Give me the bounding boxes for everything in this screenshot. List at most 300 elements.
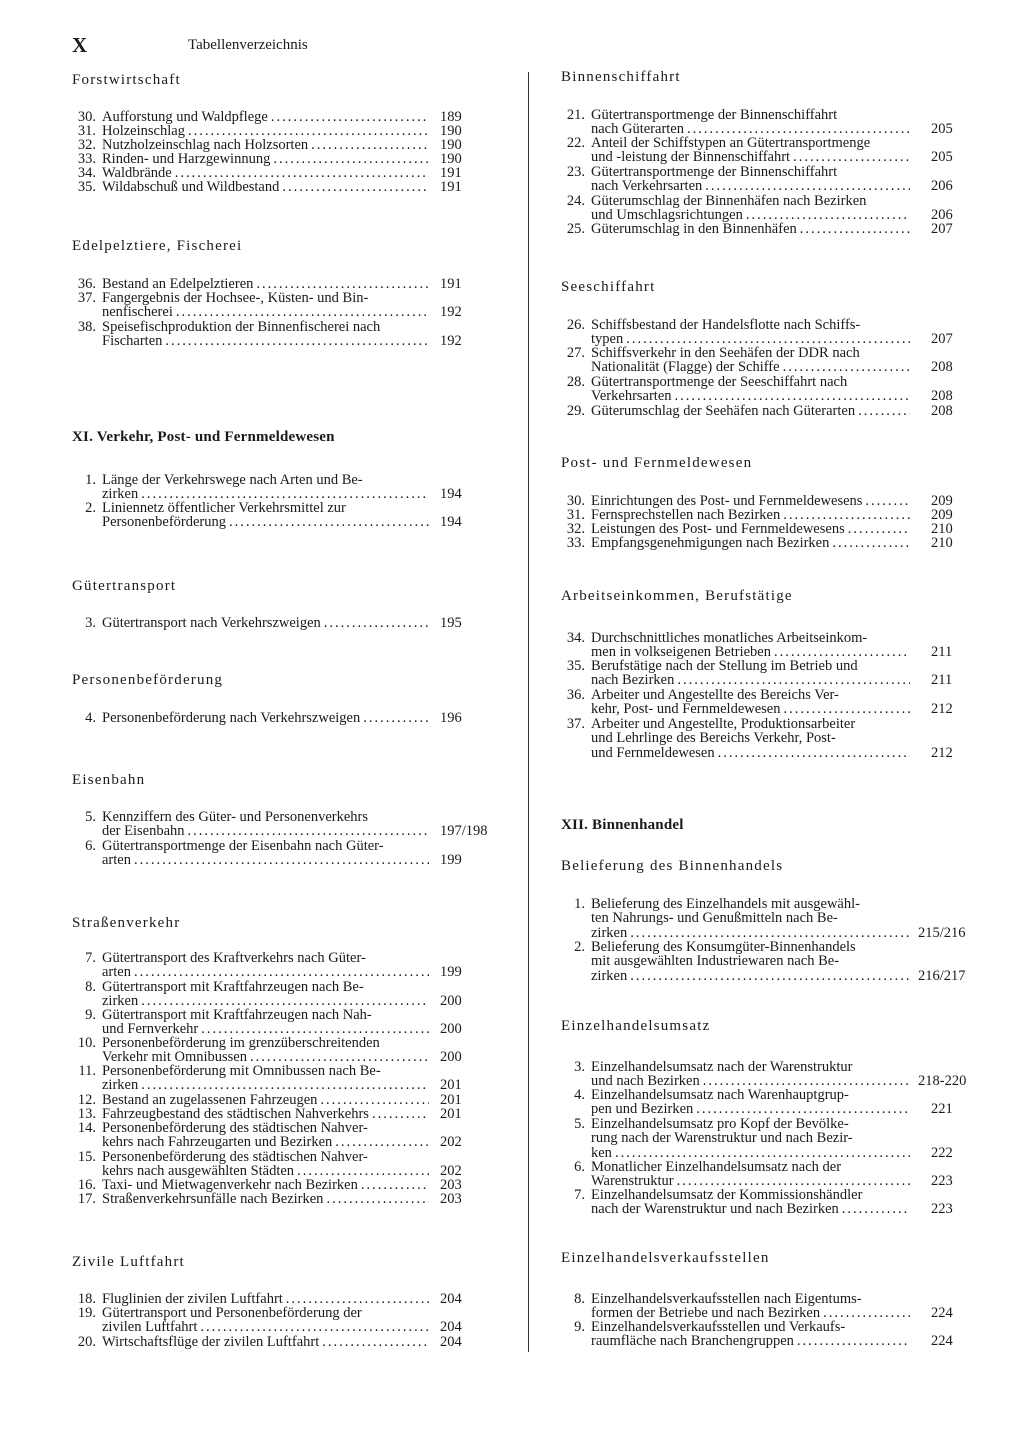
toc-entry[interactable] bbox=[561, 346, 991, 375]
page-number: 190 bbox=[440, 151, 462, 167]
entry-number: 13. bbox=[77, 1106, 96, 1122]
entry-title-line: und Fernmeldewesen bbox=[591, 745, 715, 761]
section-heading: Straßenverkehr bbox=[72, 915, 181, 931]
dot-leader bbox=[746, 208, 910, 222]
dot-leader bbox=[783, 360, 910, 374]
entry-number: 4. bbox=[574, 1087, 585, 1103]
toc-entry[interactable] bbox=[561, 1060, 991, 1089]
entry-title-line: zirken bbox=[102, 994, 139, 1009]
page-number: 192 bbox=[440, 333, 462, 350]
entry-title-line: Kennziffern des Güter- und Personenverkehrs bbox=[102, 810, 368, 825]
entry-title-line: Monatlicher Einzelhandelsumsatz nach der bbox=[591, 1160, 842, 1175]
page-number: 210 bbox=[931, 521, 953, 537]
dot-leader bbox=[783, 508, 910, 522]
entry-number: 6. bbox=[85, 838, 96, 854]
toc-entry[interactable] bbox=[72, 1121, 502, 1150]
entry-title-line: nach Güterarten bbox=[591, 122, 684, 137]
dot-leader bbox=[141, 994, 429, 1008]
entry-number: 33. bbox=[77, 151, 96, 167]
section-heading: Gütertransport bbox=[72, 578, 177, 594]
dot-leader bbox=[687, 122, 910, 136]
toc-entry[interactable] bbox=[72, 1192, 502, 1206]
entry-number: 5. bbox=[574, 1116, 585, 1132]
entry-title-line: Holzeinschlag bbox=[102, 124, 185, 139]
entry-title-line: Fluglinien der zivilen Luftfahrt bbox=[102, 1292, 283, 1307]
section-heading: Eisenbahn bbox=[72, 772, 146, 788]
entry-title-line: Arbeiter und Angestellte, Produktionsarbeiter bbox=[591, 717, 856, 732]
toc-entry[interactable] bbox=[561, 1188, 991, 1217]
page-number: 194 bbox=[440, 486, 462, 503]
entry-title-line: der Eisenbahn bbox=[102, 824, 185, 839]
entry-title-line: zirken bbox=[102, 487, 139, 502]
dot-leader bbox=[842, 1202, 910, 1216]
chapter-roman-numeral: X bbox=[72, 33, 88, 57]
entry-number: 28. bbox=[566, 374, 585, 390]
section-heading: Personenbeförderung bbox=[72, 672, 224, 688]
entry-number: 35. bbox=[566, 658, 585, 674]
entry-title-line: Arbeiter und Angestellte des Bereichs Ver- bbox=[591, 688, 839, 703]
entry-title-line: Nationalität (Flagge) der Schiffe bbox=[591, 360, 780, 375]
dot-leader bbox=[201, 1022, 429, 1036]
toc-entry[interactable] bbox=[561, 1160, 991, 1189]
page-number: 192 bbox=[440, 304, 462, 321]
toc-entry[interactable] bbox=[72, 980, 502, 1009]
page-number: 216/217 bbox=[918, 967, 966, 984]
entry-title-line: Fischarten bbox=[102, 334, 163, 349]
page-number: 205 bbox=[931, 149, 953, 166]
page-number: 212 bbox=[931, 701, 953, 718]
section-heading: Forstwirtschaft bbox=[72, 72, 181, 88]
entry-title-line: Güterumschlag der Seehäfen nach Güterarten bbox=[591, 404, 856, 419]
dot-leader bbox=[677, 673, 910, 687]
entry-number: 18. bbox=[77, 1291, 96, 1307]
entry-title-line: Personenbeförderung im grenzüberschreitenden bbox=[102, 1036, 380, 1051]
section-heading: Arbeitseinkommen, Berufstätige bbox=[561, 588, 793, 604]
dot-leader bbox=[696, 1102, 910, 1116]
section-heading: Einzelhandelsverkaufsstellen bbox=[561, 1250, 770, 1266]
running-title: Tabellenverzeichnis bbox=[188, 37, 308, 53]
page-number: 212 bbox=[931, 744, 953, 761]
entry-number: 38. bbox=[77, 319, 96, 335]
dot-leader bbox=[832, 536, 910, 550]
toc-entry[interactable] bbox=[72, 1036, 502, 1065]
entry-title-line: Anteil der Schiffstypen an Gütertransportmenge bbox=[591, 136, 871, 151]
dot-leader bbox=[718, 746, 910, 760]
entry-title-line: kehrs nach ausgewählten Städten bbox=[102, 1164, 295, 1179]
dot-leader bbox=[793, 150, 910, 164]
dot-leader bbox=[784, 702, 911, 716]
entry-title-line: Gütertransportmenge der Binnenschiffahrt bbox=[591, 108, 838, 123]
dot-leader bbox=[865, 494, 910, 508]
page-number: 191 bbox=[440, 276, 462, 292]
toc-entry[interactable] bbox=[561, 1088, 991, 1117]
entry-title-line: Gütertransportmenge der Eisenbahn nach Güter- bbox=[102, 839, 384, 854]
toc-entry[interactable] bbox=[561, 165, 991, 194]
entry-title-line: Gütertransport mit Kraftfahrzeugen nach Be- bbox=[102, 980, 364, 995]
entry-number: 14. bbox=[77, 1120, 96, 1136]
toc-entry[interactable] bbox=[561, 536, 991, 550]
dot-leader bbox=[256, 277, 429, 291]
toc-entry[interactable] bbox=[561, 659, 991, 688]
entry-number: 19. bbox=[77, 1305, 96, 1321]
dot-leader bbox=[271, 110, 429, 124]
entry-title-line: formen der Betriebe und nach Bezirken bbox=[591, 1306, 821, 1321]
page-number: 222 bbox=[931, 1144, 953, 1161]
entry-number: 5. bbox=[85, 809, 96, 825]
dot-leader bbox=[326, 1192, 429, 1206]
entry-title-line: und -leistung der Binnenschiffahrt bbox=[591, 150, 791, 165]
entry-title-line: Bestand an Edelpelztieren bbox=[102, 277, 254, 292]
page-number: 206 bbox=[931, 178, 953, 195]
toc-entry[interactable] bbox=[561, 1292, 991, 1321]
dot-leader bbox=[335, 1135, 429, 1149]
entry-title-line: kehr, Post- und Fernmeldewesen bbox=[591, 702, 781, 717]
page-number: 208 bbox=[931, 388, 953, 405]
dot-leader bbox=[677, 1174, 910, 1188]
chapter-heading: XI. Verkehr, Post- und Fernmeldewesen bbox=[72, 429, 335, 445]
page-number: 203 bbox=[440, 1191, 462, 1207]
dot-leader bbox=[188, 824, 429, 838]
entry-title-line: Gütertransport und Personenbeförderung der bbox=[102, 1306, 362, 1321]
dot-leader bbox=[630, 969, 910, 983]
entry-title-line: Fahrzeugbestand des städtischen Nahverkehrs bbox=[102, 1107, 369, 1122]
entry-title-line: nenfischerei bbox=[102, 305, 173, 320]
toc-entry[interactable] bbox=[561, 717, 991, 760]
section-heading: Belieferung des Binnenhandels bbox=[561, 858, 784, 874]
dot-leader bbox=[188, 124, 429, 138]
entry-title-line: Gütertransport nach Verkehrszweigen bbox=[102, 616, 321, 631]
entry-number: 30. bbox=[566, 493, 585, 509]
entry-number: 32. bbox=[77, 137, 96, 153]
toc-entry[interactable] bbox=[561, 494, 991, 508]
entry-title-line: Verkehr mit Omnibussen bbox=[102, 1050, 247, 1065]
entry-title-line: Einzelhandelsumsatz nach der Warenstruktur bbox=[591, 1060, 853, 1075]
entry-number: 36. bbox=[77, 276, 96, 292]
toc-entry[interactable] bbox=[72, 1335, 502, 1349]
entry-title-line: Warenstruktur bbox=[591, 1174, 674, 1189]
toc-entry[interactable] bbox=[72, 138, 502, 152]
toc-entry[interactable] bbox=[561, 1117, 991, 1160]
section-heading: Post- und Fernmeldewesen bbox=[561, 455, 753, 471]
page-number: 201 bbox=[440, 1106, 462, 1122]
entry-title-line: Personenbeförderung bbox=[102, 515, 227, 530]
entry-number: 10. bbox=[77, 1035, 96, 1051]
dot-leader bbox=[165, 334, 429, 348]
toc-entry[interactable] bbox=[561, 940, 991, 983]
entry-title-line: Einzelhandelsverkaufsstellen und Verkaufs- bbox=[591, 1320, 846, 1335]
toc-entry[interactable] bbox=[561, 688, 991, 717]
entry-number: 1. bbox=[85, 472, 96, 488]
entry-title-line: ken bbox=[591, 1145, 612, 1161]
dot-leader bbox=[250, 1050, 429, 1064]
entry-title-line: Einzelhandelsumsatz der Kommissionshändler bbox=[591, 1188, 863, 1203]
dot-leader bbox=[175, 166, 429, 180]
entry-title-line: Personenbeförderung mit Omnibussen nach Be- bbox=[102, 1064, 381, 1079]
page-number: 195 bbox=[440, 615, 462, 631]
page-number: 209 bbox=[931, 507, 953, 523]
entry-title-line: Wirtschaftsflüge der zivilen Luftfahrt bbox=[102, 1335, 320, 1350]
section-heading: Seeschiffahrt bbox=[561, 279, 656, 295]
entry-number: 36. bbox=[566, 687, 585, 703]
page-number: 207 bbox=[931, 221, 953, 237]
entry-title-line: Gütertransport mit Kraftfahrzeugen nach Nah- bbox=[102, 1008, 372, 1023]
entry-number: 3. bbox=[574, 1059, 585, 1075]
entry-title-line: arten bbox=[102, 853, 131, 868]
entry-title-line: Personenbeförderung des städtischen Nahver- bbox=[102, 1150, 368, 1165]
entry-number: 24. bbox=[566, 193, 585, 209]
toc-entry[interactable] bbox=[561, 222, 991, 236]
entry-title-line: und nach Bezirken bbox=[591, 1074, 700, 1089]
section-heading: Zivile Luftfahrt bbox=[72, 1254, 185, 1270]
entry-title-line: ten Nahrungs- und Genußmitteln nach Be- bbox=[591, 911, 838, 926]
toc-entry[interactable] bbox=[72, 1178, 502, 1192]
entry-title-line: Schiffsbestand der Handelsflotte nach Schiffs- bbox=[591, 318, 861, 333]
dot-leader bbox=[363, 711, 429, 725]
entry-number: 37. bbox=[77, 290, 96, 306]
dot-leader bbox=[858, 404, 910, 418]
entry-number: 30. bbox=[77, 109, 96, 125]
page-number: 208 bbox=[931, 359, 953, 376]
toc-entry[interactable] bbox=[561, 508, 991, 522]
toc-entry[interactable] bbox=[561, 318, 991, 347]
page-number: 223 bbox=[931, 1173, 953, 1190]
page-number: 189 bbox=[440, 109, 462, 125]
toc-entry[interactable] bbox=[72, 1292, 502, 1306]
column-divider bbox=[528, 72, 529, 1352]
entry-number: 22. bbox=[566, 135, 585, 151]
entry-number: 31. bbox=[566, 507, 585, 523]
page-number: 199 bbox=[440, 852, 462, 869]
dot-leader bbox=[229, 515, 429, 529]
entry-title-line: nach Verkehrsarten bbox=[591, 179, 703, 194]
page-number: 211 bbox=[931, 644, 953, 661]
entry-number: 3. bbox=[85, 615, 96, 631]
entry-title-line: Rinden- und Harzgewinnung bbox=[102, 152, 271, 167]
entry-title-line: zirken bbox=[102, 1078, 139, 1093]
entry-number: 16. bbox=[77, 1177, 96, 1193]
section-heading: Einzelhandelsumsatz bbox=[561, 1018, 711, 1034]
entry-title-line: typen bbox=[591, 332, 624, 347]
entry-title-line: Personenbeförderung nach Verkehrszweigen bbox=[102, 711, 361, 726]
entry-number: 2. bbox=[85, 500, 96, 516]
entry-number: 23. bbox=[566, 164, 585, 180]
toc-entry[interactable] bbox=[72, 124, 502, 138]
entry-number: 31. bbox=[77, 123, 96, 139]
page-number: 196 bbox=[440, 710, 462, 726]
toc-entry[interactable] bbox=[561, 108, 991, 137]
dot-leader bbox=[200, 1320, 429, 1334]
toc-entry[interactable] bbox=[561, 1320, 991, 1349]
page-number: 224 bbox=[931, 1305, 953, 1322]
toc-entry[interactable] bbox=[72, 110, 502, 124]
page-number: 211 bbox=[931, 672, 953, 689]
page-number: 206 bbox=[931, 207, 953, 224]
entry-title-line: Empfangsgenehmigungen nach Bezirken bbox=[591, 536, 830, 551]
toc-entry[interactable] bbox=[72, 810, 502, 839]
entry-number: 1. bbox=[574, 896, 585, 912]
page-number: 201 bbox=[440, 1092, 462, 1108]
entry-number: 26. bbox=[566, 317, 585, 333]
entry-title-line: und Umschlagsrichtungen bbox=[591, 208, 743, 223]
entry-title-line: men in volkseigenen Betrieben bbox=[591, 645, 771, 660]
toc-entry[interactable] bbox=[561, 631, 991, 660]
dot-leader bbox=[630, 926, 910, 940]
entry-title-line: mit ausgewählten Industriewaren nach Be- bbox=[591, 954, 840, 969]
section-heading: Binnenschiffahrt bbox=[561, 69, 681, 85]
entry-number: 25. bbox=[566, 221, 585, 237]
entry-title-line: Belieferung des Konsumgüter-Binnenhandels bbox=[591, 940, 856, 955]
entry-title-line: Güterumschlag in den Binnenhäfen bbox=[591, 222, 797, 237]
entry-title-line: Schiffsverkehr in den Seehäfen der DDR nach bbox=[591, 346, 860, 361]
entry-title-line: Fangergebnis der Hochsee-, Küsten- und Bin- bbox=[102, 291, 369, 306]
entry-title-line: zivilen Luftfahrt bbox=[102, 1320, 198, 1335]
dot-leader bbox=[615, 1146, 910, 1160]
dot-leader bbox=[134, 965, 429, 979]
page-number: 197/198 bbox=[440, 823, 488, 840]
toc-entry[interactable] bbox=[561, 136, 991, 165]
page-number: 201 bbox=[440, 1077, 462, 1094]
page-number: 210 bbox=[931, 535, 953, 551]
toc-entry[interactable] bbox=[561, 375, 991, 404]
dot-leader bbox=[823, 1306, 910, 1320]
entry-number: 11. bbox=[78, 1063, 96, 1079]
entry-title-line: raumfläche nach Branchengruppen bbox=[591, 1334, 794, 1349]
entry-title-line: Personenbeförderung des städtischen Nahver- bbox=[102, 1121, 368, 1136]
entry-number: 4. bbox=[85, 710, 96, 726]
dot-leader bbox=[703, 1074, 910, 1088]
toc-entry[interactable] bbox=[561, 194, 991, 223]
page-number: 215/216 bbox=[918, 924, 966, 941]
entry-title-line: Straßenverkehrsunfälle nach Bezirken bbox=[102, 1192, 324, 1207]
page-number: 208 bbox=[931, 403, 953, 419]
entry-number: 32. bbox=[566, 521, 585, 537]
page-number: 204 bbox=[440, 1334, 462, 1350]
entry-number: 34. bbox=[566, 630, 585, 646]
page-number: 190 bbox=[440, 137, 462, 153]
dot-leader bbox=[141, 487, 429, 501]
entry-number: 33. bbox=[566, 535, 585, 551]
toc-entry[interactable] bbox=[72, 711, 502, 725]
dot-leader bbox=[372, 1107, 429, 1121]
toc-entry[interactable] bbox=[72, 501, 502, 530]
dot-leader bbox=[286, 1292, 429, 1306]
dot-leader bbox=[848, 522, 910, 536]
entry-title-line: Gütertransportmenge der Seeschiffahrt nach bbox=[591, 375, 848, 390]
toc-entry[interactable] bbox=[72, 1008, 502, 1037]
section-heading: Edelpelztiere, Fischerei bbox=[72, 238, 243, 254]
dot-leader bbox=[176, 305, 429, 319]
entry-title-line: Einzelhandelsumsatz pro Kopf der Bevölke- bbox=[591, 1117, 849, 1132]
toc-entry[interactable] bbox=[72, 951, 502, 980]
page-number: 200 bbox=[440, 1021, 462, 1038]
toc-entry[interactable] bbox=[72, 180, 502, 194]
page-number: 202 bbox=[440, 1134, 462, 1151]
page-number: 207 bbox=[931, 331, 953, 348]
dot-leader bbox=[311, 138, 429, 152]
page-number: 200 bbox=[440, 1049, 462, 1066]
entry-number: 29. bbox=[566, 403, 585, 419]
page-number: 194 bbox=[440, 514, 462, 531]
toc-entry[interactable] bbox=[72, 1306, 502, 1335]
toc-entry[interactable] bbox=[561, 897, 991, 940]
entry-title-line: pen und Bezirken bbox=[591, 1102, 694, 1117]
entry-number: 2. bbox=[574, 939, 585, 955]
entry-title-line: und Fernverkehr bbox=[102, 1022, 199, 1037]
toc-entry[interactable] bbox=[72, 1150, 502, 1179]
entry-title-line: Waldbrände bbox=[102, 166, 172, 181]
page-number: 221 bbox=[931, 1101, 953, 1118]
page-number: 223 bbox=[931, 1201, 953, 1218]
entry-title-line: Einrichtungen des Post- und Fernmeldewesens bbox=[591, 494, 863, 509]
toc-entry[interactable] bbox=[72, 1093, 502, 1107]
entry-title-line: Bestand an zugelassenen Fahrzeugen bbox=[102, 1093, 318, 1108]
entry-number: 6. bbox=[574, 1159, 585, 1175]
entry-number: 9. bbox=[574, 1319, 585, 1335]
page-number: 200 bbox=[440, 993, 462, 1010]
toc-entry[interactable] bbox=[72, 277, 502, 291]
page-number: 191 bbox=[440, 165, 462, 181]
entry-title-line: Nutzholzeinschlag nach Holzsorten bbox=[102, 138, 309, 153]
toc-entry[interactable] bbox=[72, 320, 502, 349]
dot-leader bbox=[282, 180, 429, 194]
dot-leader bbox=[361, 1178, 429, 1192]
entry-title-line: Verkehrsarten bbox=[591, 389, 672, 404]
entry-number: 7. bbox=[574, 1187, 585, 1203]
dot-leader bbox=[141, 1078, 429, 1092]
entry-title-line: Güterumschlag der Binnenhäfen nach Bezirken bbox=[591, 194, 867, 209]
entry-title-line: arten bbox=[102, 965, 131, 980]
page-number: 190 bbox=[440, 123, 462, 139]
toc-entry[interactable] bbox=[72, 166, 502, 180]
page-number: 204 bbox=[440, 1319, 462, 1336]
dot-leader bbox=[273, 152, 429, 166]
page-number: 199 bbox=[440, 964, 462, 981]
toc-entry[interactable] bbox=[72, 291, 502, 320]
entry-title-line: kehrs nach Fahrzeugarten und Bezirken bbox=[102, 1135, 333, 1150]
toc-entry[interactable] bbox=[72, 616, 502, 630]
entry-number: 34. bbox=[77, 165, 96, 181]
entry-title-line: und Lehrlinge des Bereichs Verkehr, Post- bbox=[591, 731, 836, 746]
toc-entry[interactable] bbox=[72, 839, 502, 868]
entry-title-line: Länge der Verkehrswege nach Arten und Be- bbox=[102, 473, 363, 488]
page-number: 191 bbox=[440, 179, 462, 195]
entry-title-line: nach der Warenstruktur und nach Bezirken bbox=[591, 1202, 839, 1217]
chapter-heading: XII. Binnenhandel bbox=[561, 817, 684, 833]
dot-leader bbox=[297, 1164, 429, 1178]
entry-number: 9. bbox=[85, 1007, 96, 1023]
toc-entry[interactable] bbox=[561, 404, 991, 418]
entry-number: 20. bbox=[77, 1334, 96, 1350]
entry-title-line: zirken bbox=[591, 968, 628, 984]
entry-number: 35. bbox=[77, 179, 96, 195]
toc-entry[interactable] bbox=[72, 152, 502, 166]
dot-leader bbox=[675, 389, 910, 403]
dot-leader bbox=[134, 853, 429, 867]
toc-entry[interactable] bbox=[72, 473, 502, 502]
entry-number: 7. bbox=[85, 950, 96, 966]
entry-title-line: Taxi- und Mietwagenverkehr nach Bezirken bbox=[102, 1178, 358, 1193]
toc-entry[interactable] bbox=[561, 522, 991, 536]
entry-number: 8. bbox=[85, 979, 96, 995]
page-number: 203 bbox=[440, 1177, 462, 1193]
entry-title-line: Einzelhandelsverkaufsstellen nach Eigentums- bbox=[591, 1292, 862, 1307]
toc-entry[interactable] bbox=[72, 1107, 502, 1121]
entry-title-line: Belieferung des Einzelhandels mit ausgewähl- bbox=[591, 897, 860, 912]
entry-title-line: Berufstätige nach der Stellung im Betrieb und bbox=[591, 659, 858, 674]
entry-number: 12. bbox=[77, 1092, 96, 1108]
toc-entry[interactable] bbox=[72, 1064, 502, 1093]
entry-number: 27. bbox=[566, 345, 585, 361]
